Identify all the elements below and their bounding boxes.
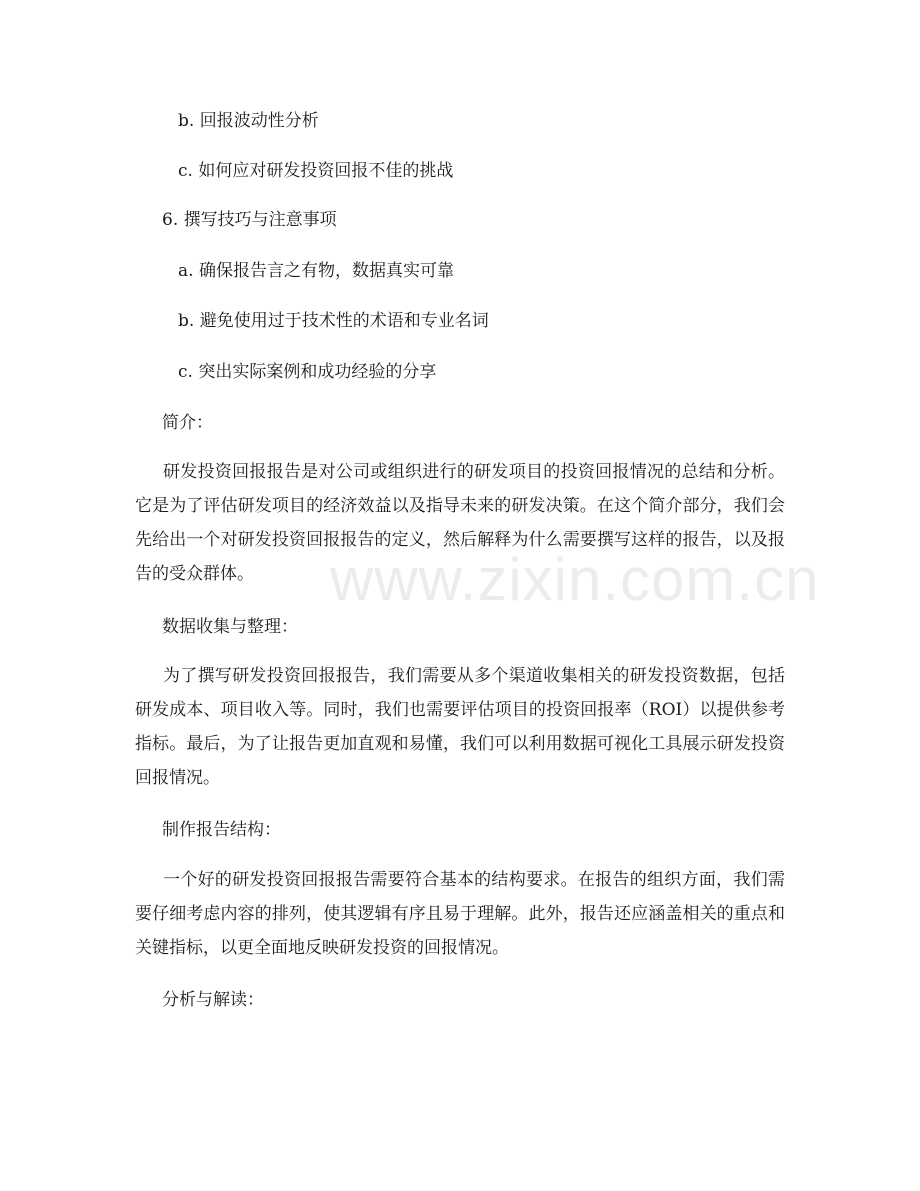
structure-heading: 制作报告结构： (162, 820, 281, 840)
analysis-heading: 分析与解读： (162, 990, 264, 1010)
watermark: www.zixin.com.cn (330, 546, 820, 613)
list-item-5c: c. 如何应对研发投资回报不佳的挑战 (178, 161, 454, 181)
list-item-6c: c. 突出实际案例和成功经验的分享 (178, 362, 437, 382)
data-collection-paragraph-text: 为了撰写研发投资回报报告，我们需要从多个渠道收集相关的研发投资数据，包括研发成本、项目收入等。同时，我们也需要评估项目的投资回报率（ROI）以提供参考指标。最后，为了让报告更加直观和易懂，我们可以利用数据可视化工具展示研发投资回报情况。 (135, 666, 785, 788)
data-collection-paragraph (135, 659, 785, 795)
intro-paragraph (135, 455, 785, 591)
list-item-6a: a. 确保报告言之有物，数据真实可靠 (178, 261, 454, 281)
intro-paragraph-text: 研发投资回报报告是对公司或组织进行的研发项目的投资回报情况的总结和分析。它是为了评估研发项目的经济效益以及指导未来的研发决策。在这个简介部分，我们会先给出一个对研发投资回报报告的定义，然后解释为什么需要撰写这样的报告，以及报告的受众群体。 (135, 462, 785, 584)
structure-paragraph-text: 一个好的研发投资回报报告需要符合基本的结构要求。在报告的组织方面，我们需要仔细考虑内容的排列，使其逻辑有序且易于理解。此外，报告还应涵盖相关的重点和关键指标，以更全面地反映研发投资的回报情况。 (135, 870, 785, 958)
structure-paragraph (135, 863, 785, 965)
list-item-6b: b. 避免使用过于技术性的术语和专业名词 (178, 311, 489, 331)
data-collection-heading: 数据收集与整理： (162, 617, 298, 637)
intro-heading: 简介： (162, 413, 213, 433)
list-item-6: 6. 撰写技巧与注意事项 (162, 210, 337, 230)
list-item-5b: b. 回报波动性分析 (178, 111, 319, 131)
